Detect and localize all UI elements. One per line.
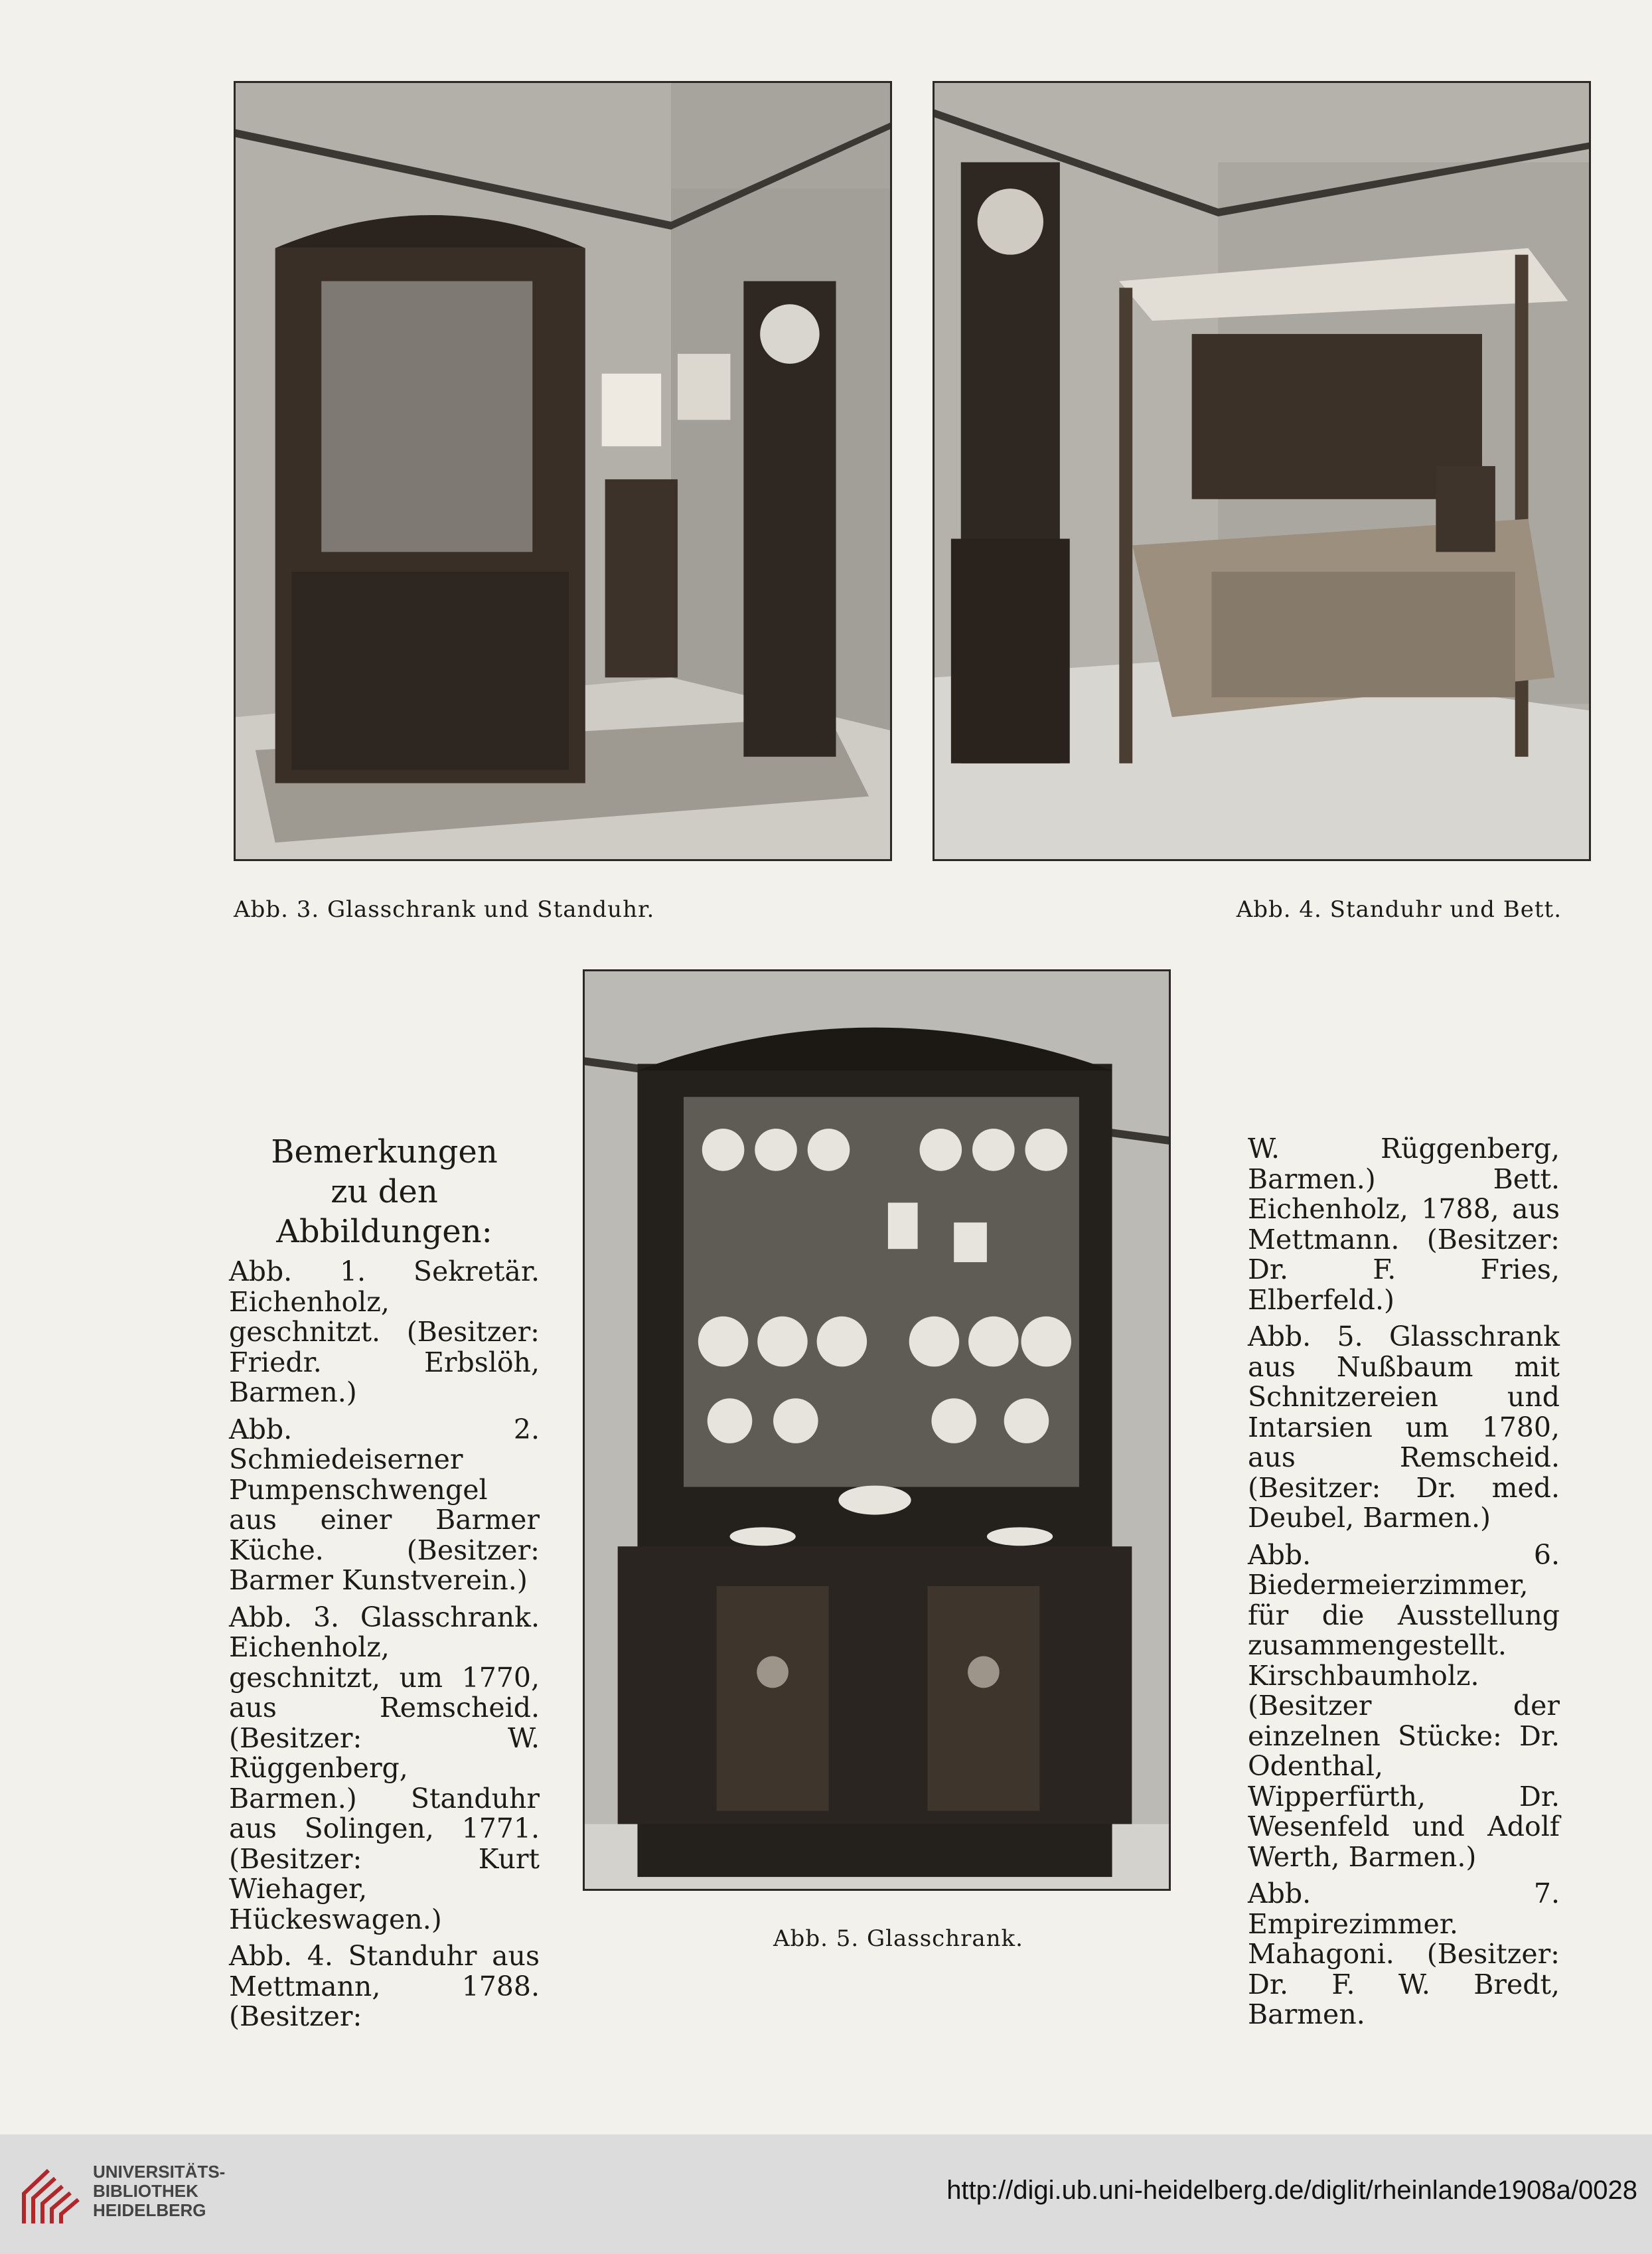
notes-heading-line2: zu den Abbildungen: [276, 1173, 492, 1250]
photo-glasschrank [583, 969, 1171, 1891]
note-abb-1: Abb. 1. Sekretär. Eichenholz, geschnitzt. (Besitzer: Friedr. Erbslöh, Barmen.) [229, 1255, 540, 1408]
notes-left-column [229, 1132, 540, 2039]
note-abb-4: Abb. 4. Standuhr aus Mettmann, 1788. (Besitzer: [229, 1940, 540, 2032]
institution-line1: UNIVERSITÄTS- [93, 2162, 226, 2182]
note-abb-5: Abb. 5. Glasschrank aus Nußbaum mit Schnitzereien und Intarsien um 1780, aus Remscheid. (Besitzer: Dr. med. Deubel, Barmen.) [1248, 1321, 1560, 1534]
institution-name [93, 2162, 225, 2220]
photo-fig4-illustration [935, 83, 1589, 859]
note-abb-7: Abb. 7. Empirezimmer. Mahagoni. (Besitzer: Dr. F. W. Bredt, Barmen. [1248, 1878, 1560, 2030]
note-abb-6: Abb. 6. Biedermeierzimmer, für die Ausstellung zusammengestellt. Kirschbaumholz. (Besitzer der einzelnen Stücke: Dr. Odenthal, Wipperfürth, Dr. Wesenfeld und Adolf Werth, Barmen.) [1248, 1538, 1560, 1873]
note-abb-2: Abb. 2. Schmiedeiserner Pumpenschwengel aus einer Barmer Küche. (Besitzer: Barmer Kunstverein.) [229, 1413, 540, 1596]
photo-standuhr-und-bett [933, 81, 1591, 861]
fig3-caption: Abb. 3. Glasschrank und Standuhr. [234, 896, 655, 923]
photo-glasschrank-und-standuhr [234, 81, 892, 861]
fig5-caption: Abb. 5. Glasschrank. [773, 1925, 1023, 1952]
library-footer [0, 2134, 1652, 2254]
note-abb-4-continued: W. Rüggenberg, Barmen.) Bett. Eichenholz, 1788, aus Mettmann. (Besitzer: Dr. F. Fries, Elberfeld.) [1248, 1133, 1560, 1316]
institution-line2: BIBLIOTHEK [93, 2181, 198, 2201]
source-url-link[interactable]: http://digi.ub.uni-heidelberg.de/diglit/rheinlande1908a/0028 [946, 2176, 1637, 2205]
fig4-caption: Abb. 4. Standuhr und Bett. [1236, 896, 1562, 923]
notes-heading-line1: Bemerkungen [271, 1133, 498, 1170]
note-abb-3: Abb. 3. Glasschrank. Eichenholz, geschnitzt, um 1770, aus Remscheid. (Besitzer: W. Rüggenberg, Barmen.) Standuhr aus Solingen, 1771. (Besitzer: Kurt Wiehager, Hückeswagen.) [229, 1601, 540, 1935]
photo-fig3-illustration [236, 83, 890, 859]
photo-fig5-illustration [585, 971, 1169, 1889]
institution-line3: HEIDELBERG [93, 2200, 206, 2220]
notes-heading [229, 1132, 540, 1251]
notes-right-column [1248, 1134, 1560, 2037]
university-library-logo-icon [19, 2157, 85, 2230]
